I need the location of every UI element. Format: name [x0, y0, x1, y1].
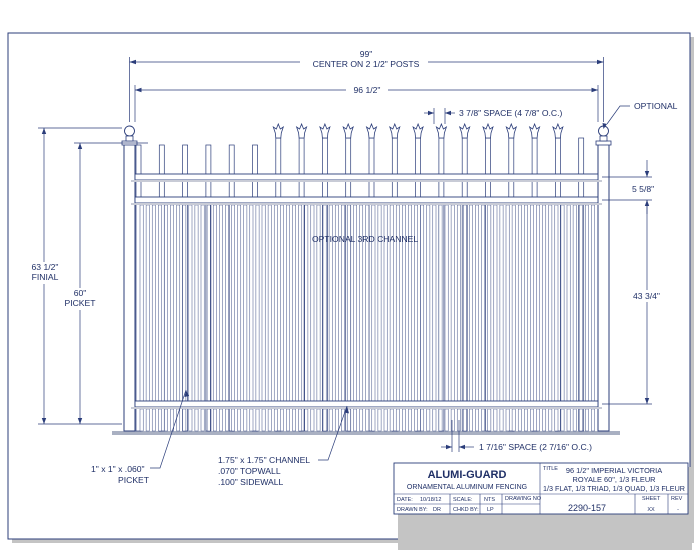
picket-stub	[280, 409, 283, 431]
intermediate-picket	[280, 205, 283, 401]
intermediate-picket	[256, 205, 259, 401]
picket-stub	[415, 409, 418, 431]
intermediate-picket	[299, 205, 302, 401]
picket-stub	[433, 409, 436, 431]
intermediate-picket	[201, 205, 204, 401]
intermediate-picket	[244, 205, 247, 401]
picket-stub	[250, 409, 253, 431]
date-value: 10/18/12	[420, 497, 442, 503]
intermediate-picket	[189, 205, 192, 401]
intermediate-picket	[219, 205, 222, 401]
left-post	[122, 126, 137, 431]
drawn-label: DRAWN BY:	[397, 507, 428, 513]
picket-size-line1: 1" x 1" x .060"	[91, 464, 145, 474]
picket-stub	[408, 409, 411, 431]
intermediate-picket	[171, 205, 174, 401]
picket-stub	[543, 409, 546, 431]
section-width-value: 96 1/2"	[353, 85, 381, 95]
picket-stub	[427, 409, 430, 431]
intermediate-picket	[524, 205, 527, 401]
rev-label: REV	[671, 496, 683, 502]
intermediate-picket	[146, 205, 149, 401]
picket-stub	[494, 409, 497, 431]
company-name: ALUMI-GUARD	[427, 469, 507, 481]
chkd-value: LP	[487, 507, 494, 513]
intermediate-picket	[488, 205, 491, 401]
scale-label: SCALE:	[453, 497, 473, 503]
picket-stub	[524, 409, 527, 431]
picket-stub	[439, 409, 442, 431]
picket-stub	[219, 409, 222, 431]
scale-value: NTS	[484, 497, 495, 503]
intermediate-picket	[305, 205, 308, 401]
picket-stub	[378, 409, 381, 431]
picket-stub	[445, 409, 448, 431]
intermediate-picket	[506, 205, 509, 401]
intermediate-picket	[585, 205, 588, 401]
intermediate-picket	[274, 205, 277, 401]
picket-space-label: 3 7/8" SPACE (4 7/8" O.C.)	[459, 108, 563, 118]
picket-stub	[354, 409, 357, 431]
picket-stub	[329, 409, 332, 431]
picket-stub	[213, 409, 216, 431]
picket-stub	[152, 409, 155, 431]
intermediate-picket	[494, 205, 497, 401]
picket-stub	[402, 409, 405, 431]
picket-stub	[591, 409, 594, 431]
bottom-rail	[131, 401, 602, 409]
picket-stub	[500, 409, 503, 431]
picket-stub	[585, 409, 588, 431]
intermediate-picket	[177, 205, 180, 401]
date-label: DATE:	[397, 497, 413, 503]
picket-height-label: PICKET	[64, 298, 96, 308]
picket-stub	[311, 409, 314, 431]
intermediate-picket	[518, 205, 521, 401]
channel-span-value: 43 3/4"	[633, 291, 660, 301]
picket-stub	[256, 409, 259, 431]
intermediate-picket	[293, 205, 296, 401]
drawing-no-value: 2290-157	[567, 503, 607, 513]
picket-stub	[317, 409, 320, 431]
chkd-label: CHKD BY:	[453, 507, 479, 513]
intermediate-picket	[543, 205, 546, 401]
picket-height-value: 60"	[73, 288, 87, 298]
picket-stub	[476, 409, 479, 431]
finial-height-value: 63 1/2"	[31, 262, 59, 272]
intermediate-picket	[573, 205, 576, 401]
intermediate-picket	[158, 205, 161, 401]
intermediate-picket	[512, 205, 515, 401]
optional-label: OPTIONAL	[634, 101, 678, 111]
picket-stub	[567, 409, 570, 431]
intermediate-picket	[500, 205, 503, 401]
picket-stub	[274, 409, 277, 431]
picket-size-line2: PICKET	[118, 475, 150, 485]
picket-stub	[469, 409, 472, 431]
picket-stub	[421, 409, 424, 431]
top-rail	[131, 174, 602, 182]
second-rail	[131, 197, 602, 205]
picket-stub	[323, 409, 326, 431]
intermediate-picket	[286, 205, 289, 401]
intermediate-picket	[567, 205, 570, 401]
intermediate-picket	[445, 205, 448, 401]
overall-width-value: 99"	[359, 49, 373, 59]
intermediate-picket	[457, 205, 460, 401]
title-line2: ROYALE 60", 1/3 FLEUR	[572, 475, 656, 484]
company-subtitle: ORNAMENTAL ALUMINUM FENCING	[406, 484, 528, 491]
intermediate-picket	[238, 205, 241, 401]
intermediate-picket	[268, 205, 271, 401]
intermediate-picket	[561, 205, 564, 401]
picket-stub	[384, 409, 387, 431]
finial-height-label: FINIAL	[31, 272, 59, 282]
intermediate-picket	[451, 205, 454, 401]
intermediate-picket	[213, 205, 216, 401]
intermediate-picket	[469, 205, 472, 401]
intermediate-picket	[164, 205, 167, 401]
picket-stub	[555, 409, 558, 431]
picket-stub	[573, 409, 576, 431]
intermediate-picket	[482, 205, 485, 401]
picket-stub	[183, 409, 186, 431]
picket-stub	[537, 409, 540, 431]
channel-line2: .070" TOPWALL	[218, 466, 281, 476]
picket-stub	[299, 409, 302, 431]
intermediate-picket	[140, 205, 143, 401]
picket-stub	[158, 409, 161, 431]
picket-stub	[390, 409, 393, 431]
picket-stub	[286, 409, 289, 431]
intermediate-picket	[439, 205, 442, 401]
top-channel-gap-value: 5 5/8"	[632, 184, 655, 194]
intermediate-picket	[427, 205, 430, 401]
picket-stub	[195, 409, 198, 431]
picket-stub	[189, 409, 192, 431]
picket-stub	[506, 409, 509, 431]
picket-stub	[579, 409, 582, 431]
intermediate-picket	[476, 205, 479, 401]
overall-width-note: CENTER ON 2 1/2" POSTS	[312, 59, 420, 69]
title-line3: 1/3 FLAT, 1/3 TRIAD, 1/3 QUAD, 1/3 FLEUR	[543, 484, 685, 493]
intermediate-picket	[232, 205, 235, 401]
intermediate-picket	[152, 205, 155, 401]
title-line1: 96 1/2" IMPERIAL VICTORIA	[565, 466, 663, 475]
picket-stub	[207, 409, 210, 431]
picket-stub	[305, 409, 308, 431]
right-post	[596, 126, 611, 431]
picket-stub	[293, 409, 296, 431]
channel-line3: .100" SIDEWALL	[218, 477, 284, 487]
bottom-space-label: 1 7/16" SPACE (2 7/16" O.C.)	[479, 442, 592, 452]
picket-stub	[561, 409, 564, 431]
intermediate-picket	[537, 205, 540, 401]
intermediate-picket	[555, 205, 558, 401]
picket-stub	[512, 409, 515, 431]
picket-stub	[366, 409, 369, 431]
picket-stub	[225, 409, 228, 431]
title-label: TITLE	[543, 466, 558, 472]
picket-stub	[146, 409, 149, 431]
title-block	[394, 463, 692, 550]
picket-stub	[463, 409, 466, 431]
picket-stub	[140, 409, 143, 431]
intermediate-picket	[530, 205, 533, 401]
picket-stub	[360, 409, 363, 431]
intermediate-picket	[225, 205, 228, 401]
picket-stub	[518, 409, 521, 431]
drawing-no-label: DRAWING NO	[505, 496, 542, 502]
picket-stub	[482, 409, 485, 431]
intermediate-picket	[591, 205, 594, 401]
picket-stub	[530, 409, 533, 431]
intermediate-picket	[183, 205, 186, 401]
picket-stub	[164, 409, 167, 431]
picket-stub	[451, 409, 454, 431]
channel-line1: 1.75" x 1.75" CHANNEL	[218, 455, 311, 465]
picket-stub	[201, 409, 204, 431]
sheet-value: XX	[647, 507, 655, 513]
picket-stub	[396, 409, 399, 431]
intermediate-picket	[421, 205, 424, 401]
picket-stub	[262, 409, 265, 431]
intermediate-picket	[262, 205, 265, 401]
intermediate-picket	[207, 205, 210, 401]
picket-stub	[268, 409, 271, 431]
ground-line	[112, 431, 620, 435]
picket-stub	[335, 409, 338, 431]
picket-stub	[372, 409, 375, 431]
intermediate-picket	[463, 205, 466, 401]
picket-stub	[232, 409, 235, 431]
intermediate-picket	[579, 205, 582, 401]
drawn-value: DR	[433, 507, 441, 513]
sheet-label: SHEET	[642, 496, 661, 502]
intermediate-picket	[549, 205, 552, 401]
intermediate-picket	[250, 205, 253, 401]
picket-stub	[244, 409, 247, 431]
rev-value: -	[677, 507, 679, 513]
picket-stub	[488, 409, 491, 431]
picket-stub	[238, 409, 241, 431]
intermediate-picket	[195, 205, 198, 401]
intermediate-picket	[433, 205, 436, 401]
optional-channel-label: OPTIONAL 3RD CHANNEL	[312, 234, 419, 244]
picket-stub	[549, 409, 552, 431]
